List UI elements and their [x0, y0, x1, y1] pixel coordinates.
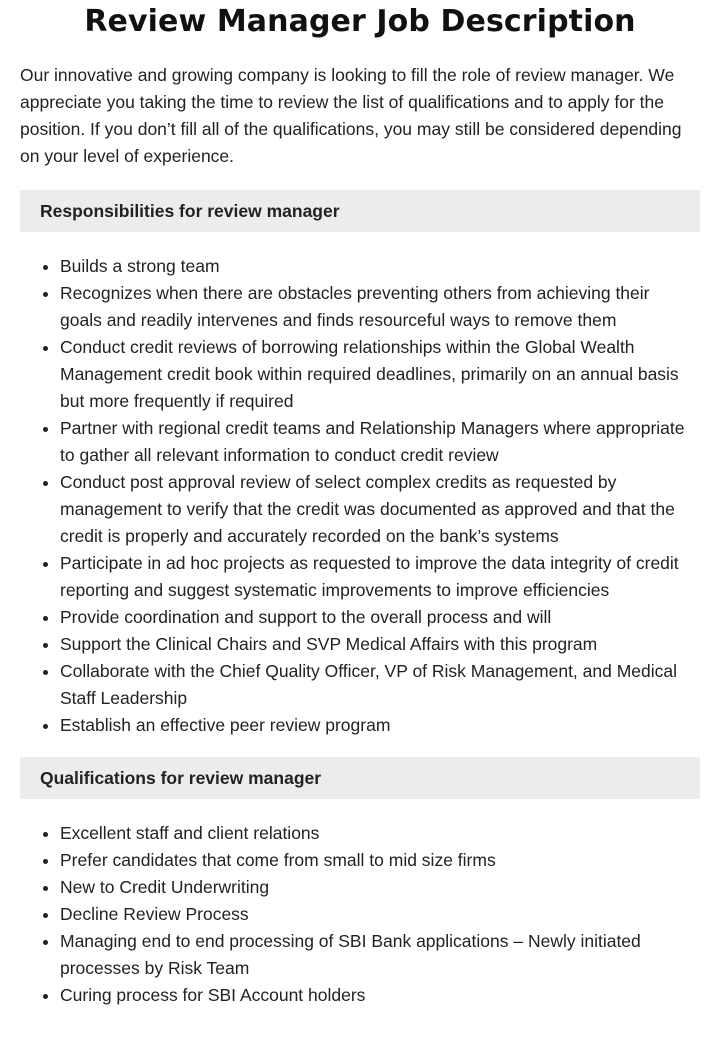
list-item: • New to Credit Underwriting	[60, 874, 700, 901]
list-item: • Recognizes when there are obstacles preventing others from achieving their goals and readily intervenes and finds resourceful ways to remove them	[60, 280, 700, 334]
list-item: • Partner with regional credit teams and Relationship Managers where appropriate to gather all relevant information to conduct credit review	[60, 415, 700, 469]
list-item: • Builds a strong team	[60, 253, 700, 280]
list-item: • Decline Review Process	[60, 901, 700, 928]
list-item: • Establish an effective peer review program	[60, 712, 700, 739]
list-item: • Conduct credit reviews of borrowing relationships within the Global Wealth Management credit book within required deadlines, primarily on an annual basis but more frequently if required	[60, 334, 700, 415]
list-item: • Participate in ad hoc projects as requested to improve the data integrity of credit reporting and suggest systematic improvements to improve efficiencies	[60, 550, 700, 604]
qualifications-heading: Qualifications for review manager	[20, 757, 700, 799]
list-item: • Support the Clinical Chairs and SVP Medical Affairs with this program	[60, 631, 700, 658]
list-item: • Provide coordination and support to the overall process and will	[60, 604, 700, 631]
list-item: • Conduct post approval review of select complex credits as requested by management to verify that the credit was documented as approved and that the credit is properly and accurately recorded on the bank’s systems	[60, 469, 700, 550]
list-item: • Curing process for SBI Account holders	[60, 982, 700, 1009]
responsibilities-list	[20, 253, 700, 739]
qualifications-list	[20, 820, 700, 1009]
page-title: Review Manager Job Description	[84, 4, 636, 39]
list-item: • Prefer candidates that come from small to mid size firms	[60, 847, 700, 874]
list-item: • Managing end to end processing of SBI Bank applications – Newly initiated processes by Risk Team	[60, 928, 700, 982]
list-item: • Collaborate with the Chief Quality Officer, VP of Risk Management, and Medical Staff Leadership	[60, 658, 700, 712]
intro-paragraph: Our innovative and growing company is looking to fill the role of review manager. We appreciate you taking the time to review the list of qualifications and to apply for the position. If you don’t fill all of the qualifications, you may still be considered depending on your level of experience.	[20, 65, 682, 166]
responsibilities-heading: Responsibilities for review manager	[20, 190, 700, 232]
list-item: • Excellent staff and client relations	[60, 820, 700, 847]
